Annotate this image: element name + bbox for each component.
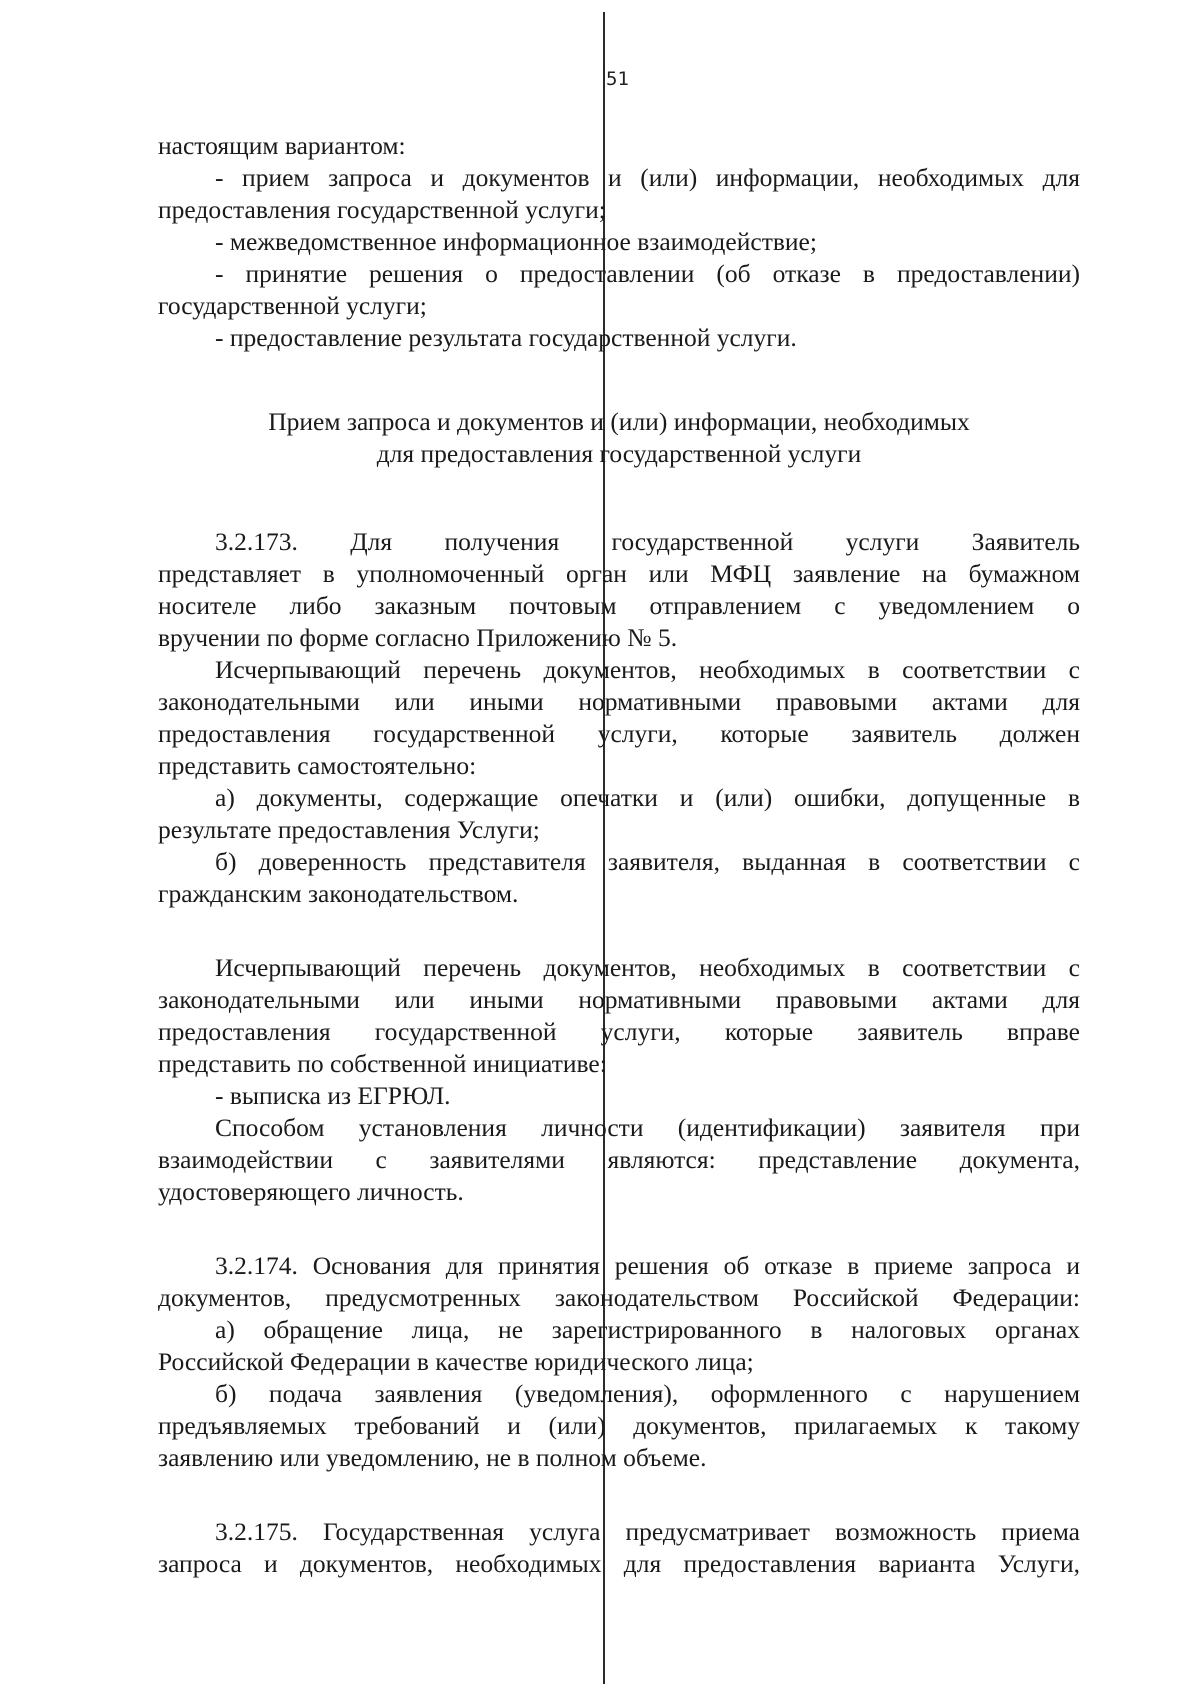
- text-line: Исчерпывающий перечень документов, необходимых в соответствии с: [215, 953, 1080, 982]
- text-line: законодательными или иными нормативными правовыми актами для: [158, 985, 1080, 1014]
- text-line: удостоверяющего личность.: [158, 1177, 464, 1206]
- text-line: представить по собственной инициативе:: [158, 1049, 607, 1078]
- text-line: представить самостоятельно:: [158, 751, 477, 780]
- text-line: Способом установления личности (идентификации) заявителя при: [215, 1113, 1080, 1142]
- text-line: документов, предусмотренных законодательством Российской Федерации:: [158, 1283, 1080, 1312]
- text-line: предоставления государственной услуги;: [158, 195, 606, 224]
- text-line: 3.2.173. Для получения государственной услуги Заявитель: [215, 527, 1080, 556]
- text-line: государственной услуги;: [158, 291, 427, 320]
- text-line: гражданским законодательством.: [158, 879, 519, 908]
- text-line: а) документы, содержащие опечатки и (или) ошибки, допущенные в: [215, 783, 1080, 812]
- text-line: результате предоставления Услуги;: [158, 815, 540, 844]
- text-line: а) обращение лица, не зарегистрированного в налоговых органах: [215, 1315, 1080, 1344]
- text-line: - выписка из ЕГРЮЛ.: [215, 1081, 451, 1110]
- text-line: 3.2.174. Основания для принятия решения об отказе в приеме запроса и: [215, 1251, 1080, 1280]
- text-line: - межведомственное информационное взаимодействие;: [215, 227, 817, 256]
- text-line: - предоставление результата государственной услуги.: [215, 323, 797, 352]
- text-line: запроса и документов, необходимых для предоставления варианта Услуги,: [158, 1549, 1080, 1578]
- text-line: законодательными или иными нормативными правовыми актами для: [158, 687, 1080, 716]
- text-line: представляет в уполномоченный орган или МФЦ заявление на бумажном: [158, 559, 1080, 588]
- text-line: - принятие решения о предоставлении (об отказе в предоставлении): [215, 259, 1080, 288]
- text-line: - прием запроса и документов и (или) информации, необходимых для: [215, 163, 1080, 192]
- text-line: взаимодействии с заявителями являются: представление документа,: [158, 1145, 1080, 1174]
- text-line: б) доверенность представителя заявителя, выданная в соответствии с: [215, 847, 1080, 876]
- text-line: Исчерпывающий перечень документов, необходимых в соответствии с: [215, 655, 1080, 684]
- text-line: заявлению или уведомлению, не в полном объеме.: [158, 1443, 707, 1472]
- text-line: 3.2.175. Государственная услуга предусматривает возможность приема: [215, 1517, 1080, 1546]
- text-line: для предоставления государственной услуги: [376, 439, 862, 468]
- page-number: 51: [606, 68, 629, 90]
- text-line: Российской Федерации в качестве юридического лица;: [158, 1347, 754, 1376]
- text-line: предоставления государственной услуги, которые заявитель вправе: [158, 1017, 1080, 1046]
- text-line: предъявляемых требований и (или) документов, прилагаемых к такому: [158, 1411, 1080, 1440]
- text-line: вручении по форме согласно Приложению № 5.: [158, 623, 678, 652]
- text-line: предоставления государственной услуги, которые заявитель должен: [158, 719, 1080, 748]
- text-line: настоящим вариантом:: [158, 131, 406, 160]
- text-line: Прием запроса и документов и (или) информации, необходимых: [268, 407, 970, 436]
- text-line: носителе либо заказным почтовым отправлением с уведомлением о: [158, 591, 1080, 620]
- text-line: б) подача заявления (уведомления), оформленного с нарушением: [215, 1379, 1080, 1408]
